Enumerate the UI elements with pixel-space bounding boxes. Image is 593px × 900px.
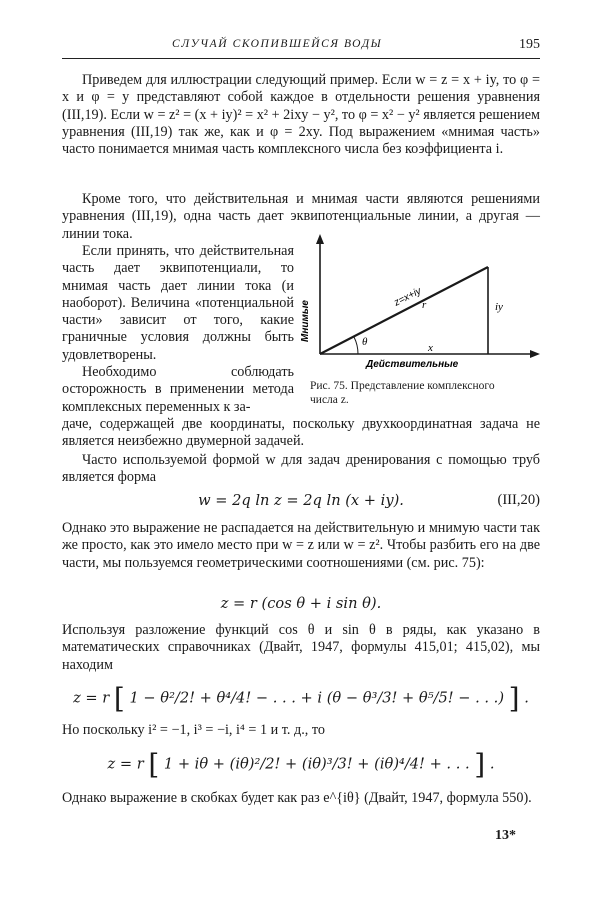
paragraph-real-part: Если принять, что действительная часть дает эквипотенциали, то мнимая часть дает линии тока (и наоборот). Величина «потенциальной части» зависит от того, какие граничные условия должны быть удовлетворены.: [62, 243, 294, 363]
vector-z: [320, 267, 488, 354]
figure-75: [300, 234, 550, 402]
complex-plane-diagram: [300, 234, 550, 402]
bracket-open-icon: [: [148, 748, 160, 781]
paragraph-block-6: [62, 622, 540, 674]
paragraph-example: Приведем для иллюстрации следующий пример. Если w = z = x + iy, то φ = x и φ = y представляют собой каждое в отдельности решения уравнения (III,19). Если w = z² = (x + iy)² = x² + 2ixy − y², то φ = x² − y² является решением уравнения (III,19) так же, как и φ = 2xy. Под выражением «мнимая часть» часто понимается мнимая часть комплексного числа без коэффициента i.: [62, 72, 540, 158]
equation-polar-body: z = r (cos θ + i sin θ).: [220, 595, 382, 612]
iy-label: iy: [495, 301, 503, 313]
paragraph-euler: Однако выражение в скобках будет как раз e^{iθ} (Двайт, 1947, формула 550).: [62, 790, 532, 806]
equation-iii-20: [62, 492, 540, 512]
paragraph-block-5: [62, 520, 540, 572]
signature-mark: 13*: [495, 828, 516, 843]
paragraph-series: Используя разложение функций cos θ и sin θ в ряды, как указано в математических справочниках (Двайт, 1947, формулы 415,01; 415,02), мы находим: [62, 622, 540, 673]
running-title: СЛУЧАЙ СКОПИВШЕЙСЯ ВОДЫ: [172, 38, 383, 50]
y-axis-arrow-icon: [316, 234, 324, 244]
equation-exp-body: 1 + iθ + (iθ)²/2! + (iθ)³/3! + (iθ)⁴/4! + . . .: [163, 755, 470, 773]
equation-polar: [62, 595, 540, 615]
r-label: r: [422, 299, 427, 311]
running-head: [62, 38, 540, 59]
angle-arc: [354, 337, 358, 354]
x-axis-label: Действительные: [366, 359, 459, 370]
theta-label: θ: [362, 336, 368, 348]
bracket-open-icon: [: [113, 682, 125, 715]
bracket-close-icon: ]: [474, 748, 486, 781]
equation-number: (III,20): [497, 492, 540, 508]
equation-exp-lead: z = r: [107, 755, 144, 773]
equation-series-body: 1 − θ²/2! + θ⁴/4! − . . . + i (θ − θ³/3! + θ⁵/5! − . . .): [129, 689, 505, 707]
equation-exp-series: z = r [ 1 + iθ + (iθ)²/2! + (iθ)³/3! + (iθ)⁴/4! + . . . ] .: [107, 748, 495, 781]
paragraph-drainage-form: Часто используемой формой w для задач дренирования с помощью труб является форма: [62, 452, 540, 486]
figure-caption: Рис. 75. Представление комплексного числа z.: [310, 380, 495, 406]
paragraph-powers: Но поскольку i² = −1, i³ = −i, i⁴ = 1 и т. д., то: [62, 722, 325, 738]
page-number: 195: [519, 37, 540, 52]
paragraph-block-8: [62, 790, 540, 807]
z-label: z=x+iy: [392, 285, 424, 309]
paragraph-caution-start: Необходимо соблюдать осторожность в применении метода комплексных переменных к за-: [62, 364, 294, 415]
paragraph-block-3: [62, 416, 540, 451]
paragraph-caution-end: даче, содержащей две координаты, поскольку двухкоординатная задача не является неизбежно двумерной задачей.: [62, 416, 540, 450]
y-axis-label: Мнимые: [300, 300, 311, 342]
paragraph-block-4: [62, 452, 540, 487]
x-label: x: [428, 342, 433, 354]
paragraph-block-1: [62, 72, 540, 158]
paragraph-split: Однако это выражение не распадается на действительную и мнимую части так же просто, как это имело место при w = z или w = z². Чтобы разбить его на две части, мы пользуемся геометрическими соотношениями (см. рис. 75):: [62, 520, 540, 571]
wrapped-text: [62, 243, 294, 416]
equation-series: z = r [ 1 − θ²/2! + θ⁴/4! − . . . + i (θ − θ³/3! + θ⁵/5! − . . .) ] .: [73, 682, 529, 715]
paragraph-parts: Кроме того, что действительная и мнимая части являются решениями уравнения (III,19), одна часть дает эквипотенциальные линии, а другая — линии тока.: [62, 191, 540, 242]
x-axis-arrow-icon: [530, 350, 540, 358]
equation-series-lead: z = r: [73, 689, 110, 707]
paragraph-block-7: [62, 722, 540, 739]
bracket-close-icon: ]: [508, 682, 520, 715]
equation-iii-20-body: w = 2q ln z = 2q ln (x + iy).: [198, 492, 404, 509]
